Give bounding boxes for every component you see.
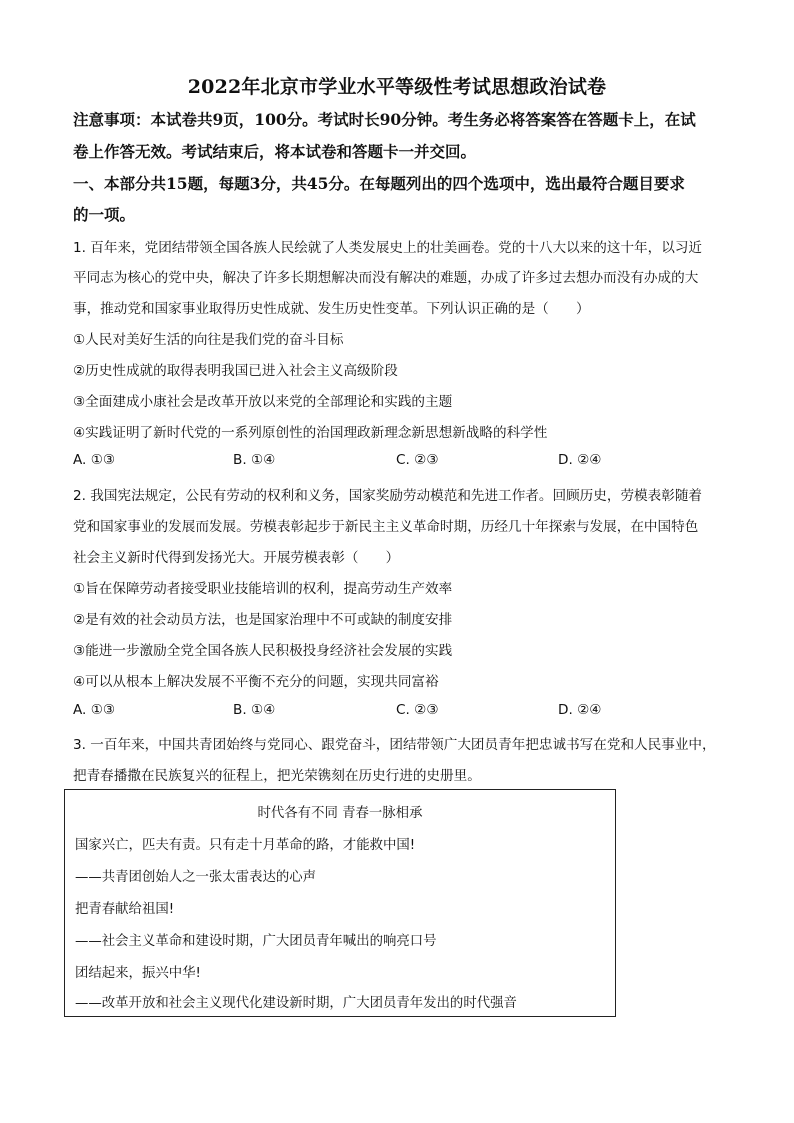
q2-option-b: B. ①④ [233, 702, 276, 718]
q3-box-line: ——改革开放和社会主义现代化建设新时期，广大团员青年发出的时代强音 [75, 996, 517, 1011]
q3-box-line: 把青春献给祖国! [75, 902, 175, 917]
q1-option-c: C. ②③ [396, 452, 439, 468]
q1-option-b: B. ①④ [233, 452, 276, 468]
notice-line-1: 注意事项：本试卷共9页，100分。考试时长90分钟。考生务必将答案答在答题卡上，在试 [73, 110, 696, 129]
q1-statement: ③全面建成小康社会是改革开放以来党的全部理论和实践的主题 [73, 394, 453, 410]
notice-line-2: 卷上作答无效。考试结束后，将本试卷和答题卡一并交回。 [73, 142, 477, 161]
q2-stem-line: 社会主义新时代得到发扬光大。开展劳模表彰（ ） [73, 550, 400, 566]
section-instruction-line-1: 一、本部分共15题，每题3分，共45分。在每题列出的四个选项中，选出最符合题目要求 [73, 174, 685, 193]
q2-statement: ③能进一步激励全党全国各族人民积极投身经济社会发展的实践 [73, 643, 453, 659]
q2-statement: ④可以从根本上解决发展不平衡不充分的问题，实现共同富裕 [73, 674, 439, 690]
q3-box-line: 团结起来，振兴中华! [75, 966, 201, 981]
q3-stem-line: 3. 一百年来，中国共青团始终与党同心、跟党奋斗，团结带领广大团员青年把忠诚书写在党和人民事业中， [73, 737, 716, 753]
q1-option-a: A. ①③ [73, 452, 116, 468]
q1-stem-line: 平同志为核心的党中央，解决了许多长期想解决而没有解决的难题，办成了许多过去想办而没有办成的大 [73, 270, 699, 286]
section-instruction-line-2: 的一项。 [73, 205, 136, 224]
q1-statement: ②历史性成就的取得表明我国已进入社会主义高级阶段 [73, 363, 398, 379]
q1-statement: ④实践证明了新时代党的一系列原创性的治国理政新理念新思想新战略的科学性 [73, 425, 548, 441]
page-title: 2022年北京市学业水平等级性考试思想政治试卷 [187, 76, 607, 98]
q1-statement: ①人民对美好生活的向往是我们党的奋斗目标 [73, 332, 344, 348]
q1-stem-line: 1. 百年来，党团结带领全国各族人民绘就了人类发展史上的壮美画卷。党的十八大以来的这十年，以习近 [73, 240, 703, 256]
q1-stem-line: 事，推动党和国家事业取得历史性成就、发生历史性变革。下列认识正确的是（ ） [73, 301, 590, 317]
q3-box-line: ——社会主义革命和建设时期，广大团员青年喊出的响亮口号 [75, 934, 437, 949]
q2-stem-line: 2. 我国宪法规定，公民有劳动的权利和义务，国家奖励劳动模范和先进工作者。回顾历史，劳模表彰随着 [73, 488, 703, 504]
q3-stem-line: 把青春播撒在民族复兴的征程上，把光荣镌刻在历史行进的史册里。 [73, 768, 481, 784]
q3-box-line: ——共青团创始人之一张太雷表达的心声 [75, 870, 317, 885]
q2-statement: ②是有效的社会动员方法，也是国家治理中不可或缺的制度安排 [73, 612, 453, 628]
q2-statement: ①旨在保障劳动者接受职业技能培训的权利，提高劳动生产效率 [73, 581, 453, 597]
q2-option-a: A. ①③ [73, 702, 116, 718]
q2-option-d: D. ②④ [558, 702, 602, 718]
q3-box-line: 国家兴亡，匹夫有责。只有走十月革命的路，才能救中国! [75, 838, 416, 853]
q3-material-box [64, 789, 616, 1017]
q1-option-d: D. ②④ [558, 452, 602, 468]
q2-stem-line: 党和国家事业的发展而发展。劳模表彰起步于新民主主义革命时期，历经几十年探索与发展，在中国特色 [73, 519, 699, 535]
q2-option-c: C. ②③ [396, 702, 439, 718]
q3-box-title: 时代各有不同 青春一脉相承 [257, 806, 423, 821]
